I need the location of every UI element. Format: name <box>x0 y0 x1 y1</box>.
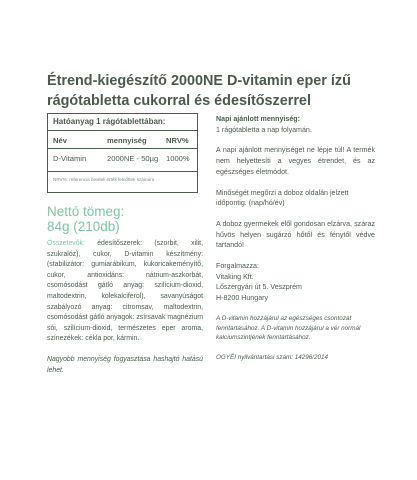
distributor-name: Vitaking Kft. <box>216 272 254 281</box>
table-divider <box>48 171 197 172</box>
distributor-heading: Forgalmazza: <box>216 262 259 271</box>
col-header-name: Név <box>53 136 67 145</box>
net-weight-value: 84g (210db) <box>47 219 120 234</box>
dose-warning: A napi ajánlott mennyiséget ne lépje túl! A termék nem helyettesíti a vegyes étrendet, és az egészséges életmódot. <box>216 146 375 176</box>
daily-dose-text: 1 rágótabletta a nap folyamán. <box>216 125 312 134</box>
daily-dose-heading: Napi ajánlott mennyiség: <box>216 115 300 123</box>
nutrition-table-header: Hatóanyag 1 rágótablettában: <box>53 117 166 126</box>
ogyei-number: OGYÉI nyilvántartási szám: 14296/2014 <box>216 354 329 362</box>
table-divider <box>48 148 197 149</box>
table-cell-name: D-Vitamin <box>53 154 87 163</box>
distributor-address: Lőszergyári út 5. Veszprém <box>216 283 302 292</box>
ingredients-label: Összetevők: <box>47 240 85 247</box>
right-info-column <box>216 114 375 363</box>
table-cell-nrv: 1000% <box>166 154 190 163</box>
table-divider <box>48 130 197 131</box>
net-weight <box>47 204 124 234</box>
ingredients-paragraph <box>47 239 203 345</box>
table-cell-quantity: 2000NE - 50µg <box>107 154 159 163</box>
storage-note: A doboz gyermekek elől gondosan elzárva, száraz hűvös helyen sugárzó hőtől és fénytől védve tartandó! <box>216 219 375 250</box>
product-title <box>47 71 387 111</box>
nutrition-table <box>47 113 198 193</box>
health-claim: A D-vitamin hozzájárul az egészséges csontozat fenntartásához. A D-vitamin hozzájárul a vér normál kalciumszintjének fenntartásához. <box>216 314 361 342</box>
col-header-quantity: mennyiség <box>107 136 147 145</box>
ingredients-text: édesítőszerek: (szorbit, xilit, szukralóz), cukor, D-vitamin készítmény: (stabilizátor: gumiarábikum, kukoricakeményítő, cukor, antioxidáns: nátrium-aszkorbát, csomósodást gátló anyag: szilícium-dioxid, maltodextrin, kolekalciferol), savanyúságot szabályozó anyag: citromsav, maltodextrin, csomósodást gátló anyagok: zsírsavak magnézium sói, szilícium-dioxid, természetes eper aroma, színezékek: cékla por, kármin. <box>47 240 203 343</box>
product-title-line-1: Étrend-kiegészítő 2000NE D-vitamin eper ízű <box>47 73 351 89</box>
table-footnote: NRV%: referencia beviteli érték felnőttek számára <box>53 177 155 182</box>
laxative-warning: Nagyobb mennyiség fogyasztása hashajtó hatású lehet. <box>47 355 203 374</box>
col-header-nrv: NRV% <box>166 136 189 145</box>
best-before-note: Minőségét megőrzi a doboz oldalán jelzett időpontig. (nap/hó/év) <box>216 188 349 208</box>
product-title-line-2: rágótabletta cukorral és édesítőszerrel <box>47 93 311 109</box>
net-weight-label: Nettó tömeg: <box>47 204 125 219</box>
distributor-city: H-8200 Hungary <box>216 294 269 303</box>
ingredients-block <box>47 239 203 376</box>
